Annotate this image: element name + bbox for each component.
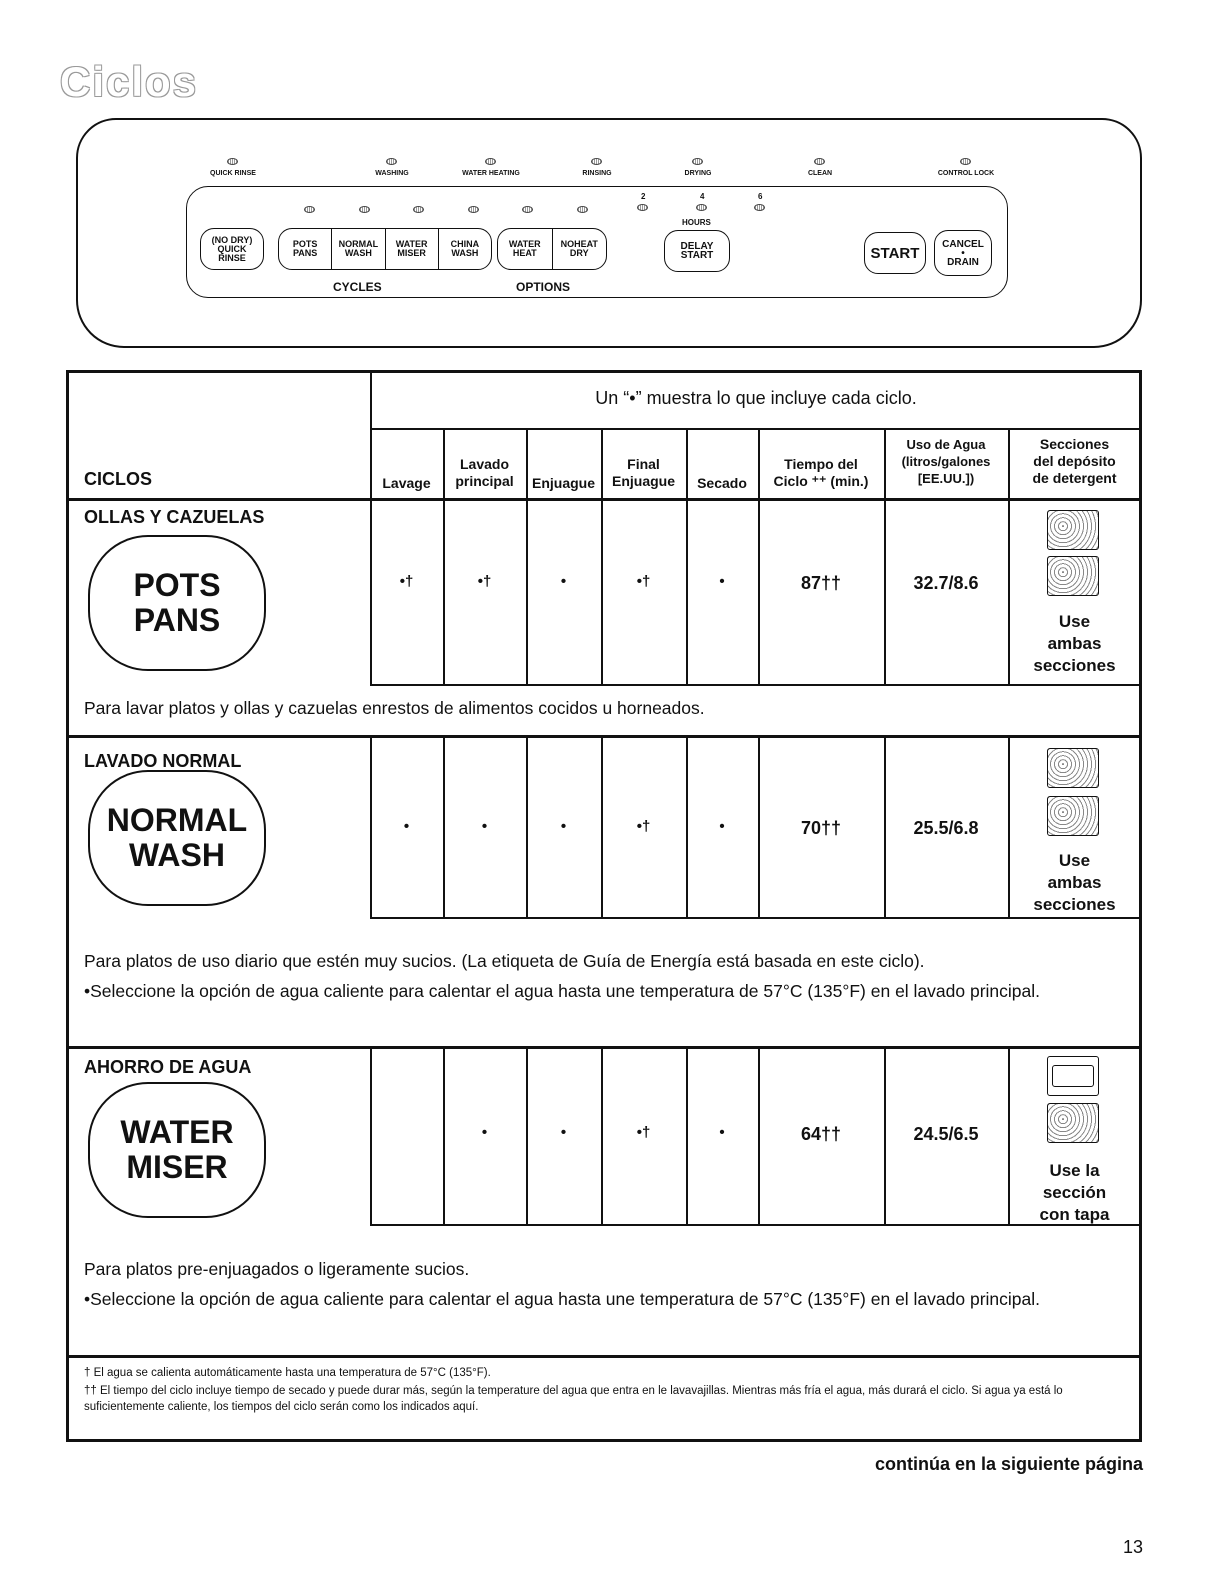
cycle-name: OLLAS Y CAZUELAS [84, 507, 265, 527]
included-mark: • [403, 818, 410, 835]
indicator-light [227, 158, 238, 165]
column-header: Secciones del depósito de detergent [1032, 436, 1117, 486]
footnote: †† El tiempo del ciclo incluye tiempo de secado y puede durar más, según la temperature del agua que entra en le lavavajillas. Mientras más fría el agua, más durará el ciclo. Si agua ya está lo suficientemente caliente, los tiempos del ciclo serán como los indicados aquí. [84, 1385, 1063, 1413]
options-group-label: OPTIONS [516, 280, 571, 294]
column-header: Uso de Agua (litros/galones [EE.UU.]) [901, 437, 991, 486]
indicator-label: QUICK RINSE [210, 170, 256, 177]
grid-col-line [370, 1048, 372, 1224]
detergent-dispenser-icon [1047, 748, 1099, 788]
row-separator [69, 735, 1139, 738]
included-mark: • [481, 818, 488, 835]
cycle-description: Para lavar platos y ollas y cazuelas enrestos de alimentos cocidos u horneados. [84, 698, 705, 718]
row-separator [69, 1046, 1139, 1049]
row-bottom-rule [370, 917, 1141, 919]
delay-start-label: DELAY START [680, 241, 714, 261]
page-number: 13 [1122, 1537, 1143, 1557]
hours-label: HOURS [682, 218, 711, 227]
start-label: START [870, 244, 920, 262]
footnote: † El agua se calienta automáticamente hasta una temperatura de 57°C (135°F). [84, 1367, 491, 1379]
grid-col-line [370, 500, 372, 684]
page-title: Ciclos [60, 58, 199, 105]
indicator-light [960, 158, 971, 165]
continues-note: continúa en la siguiente página [874, 1454, 1143, 1474]
hours-led [637, 204, 648, 211]
hours-number: 6 [758, 192, 763, 201]
detergent-dispenser-icon [1047, 1103, 1099, 1143]
header-rule [370, 428, 1141, 430]
cycle-description: Para platos de uso diario que estén muy sucios. (La etiqueta de Guía de Energía está basada en este ciclo). [84, 951, 925, 971]
option-button-label: NOHEAT DRY [552, 229, 607, 269]
grid-col-line [443, 500, 445, 684]
cycle-buttons [278, 228, 492, 270]
cycle-time: 70†† [800, 818, 842, 838]
indicator-light [386, 158, 397, 165]
cycles-group-label: CYCLES [333, 280, 382, 294]
row-separator [69, 1355, 1139, 1358]
cycle-button-label: NORMAL WASH [331, 229, 384, 269]
column-header: Enjuague [531, 475, 595, 491]
column-header: Secado [697, 475, 747, 491]
included-mark: •† [636, 573, 651, 590]
cycle-name: AHORRO DE AGUA [84, 1057, 252, 1077]
hours-number: 4 [700, 192, 705, 201]
detergent-dispenser-icon [1047, 510, 1099, 550]
cycles-header: CICLOS [84, 469, 153, 489]
indicator-light [692, 158, 703, 165]
cycle-led [522, 206, 533, 213]
delay-start-button [664, 230, 730, 272]
included-mark: • [719, 573, 725, 590]
included-mark: • [481, 1124, 488, 1141]
indicator-label: DRYING [684, 170, 712, 177]
included-mark: •† [399, 573, 414, 590]
option-button-label: WATER HEAT [508, 239, 541, 258]
included-mark: • [719, 1124, 725, 1141]
column-header: Lavado principal [455, 456, 514, 489]
dispenser-instruction: Use ambas secciones [1033, 851, 1116, 914]
indicator-label: RINSING [582, 170, 612, 177]
cycle-button-illustration: POTS PANS [88, 535, 266, 671]
column-header: Final Enjuague [611, 456, 675, 489]
cycle-description: •Seleccione la opción de agua caliente para calentar el agua hasta une temperatura de 57°C (135°F) en el lavado principal. [84, 1289, 1041, 1309]
cycle-table [66, 370, 1142, 1442]
included-mark: •† [636, 1124, 651, 1141]
included-mark: • [560, 818, 567, 835]
detergent-dispenser-icon [1047, 796, 1099, 836]
indicator-label: WASHING [375, 170, 409, 177]
cycle-led [359, 206, 370, 213]
grid-col-line [686, 500, 688, 684]
indicator-light [814, 158, 825, 165]
quick-rinse-label: (NO DRY) QUICK RINSE [211, 234, 253, 263]
grid-col-line [526, 500, 528, 684]
start-button [864, 232, 926, 274]
included-mark: • [719, 818, 725, 835]
water-usage: 25.5/6.8 [913, 818, 979, 838]
detergent-dispenser-icon [1047, 1056, 1099, 1096]
water-usage: 24.5/6.5 [913, 1124, 979, 1144]
cycle-time: 64†† [800, 1124, 842, 1144]
cycle-button-illustration: NORMAL WASH [88, 770, 266, 906]
cycle-button-label: CHINA WASH [438, 229, 491, 269]
water-usage: 32.7/8.6 [913, 573, 979, 593]
cycle-description: Para platos pre-enjuagados o ligeramente sucios. [84, 1259, 470, 1279]
hours-led [754, 204, 765, 211]
grid-col-line [601, 500, 603, 684]
option-buttons [497, 228, 607, 270]
cancel-drain-button [934, 230, 992, 276]
indicator-light [485, 158, 496, 165]
cycle-button-label: WATER MISER [385, 229, 438, 269]
hours-number: 2 [641, 192, 646, 201]
cycle-led [304, 206, 315, 213]
cycle-time: 87†† [800, 573, 842, 593]
cycle-name: LAVADO NORMAL [84, 751, 242, 771]
dispenser-instruction: Use la sección con tapa [1039, 1161, 1110, 1224]
cycle-description: •Seleccione la opción de agua caliente para calentar el agua hasta une temperatura de 57°C (135°F) en el lavado principal. [84, 981, 1041, 1001]
indicator-label: CONTROL LOCK [937, 170, 995, 177]
indicator-light [591, 158, 602, 165]
included-mark: •† [636, 818, 651, 835]
included-mark: • [560, 1124, 567, 1141]
hours-led [696, 204, 707, 211]
row-separator [69, 498, 1139, 501]
included-mark: • [560, 573, 567, 590]
indicator-label: CLEAN [807, 170, 833, 177]
cancel-drain-label: CANCEL • DRAIN [942, 238, 984, 268]
row-bottom-rule [370, 684, 1141, 686]
quick-rinse-button [200, 228, 264, 270]
cycle-led [577, 206, 588, 213]
cycle-led [413, 206, 424, 213]
included-mark: •† [477, 573, 492, 590]
cycle-led [468, 206, 479, 213]
dispenser-instruction: Use ambas secciones [1033, 612, 1116, 675]
cycle-button-illustration: WATER MISER [88, 1082, 266, 1218]
column-header: Lavage [382, 475, 431, 491]
indicator-label: WATER HEATING [462, 170, 520, 177]
column-header: Tiempo del Ciclo ⁺⁺ (min.) [773, 456, 869, 489]
detergent-dispenser-icon [1047, 556, 1099, 596]
table-caption: Un “•” muestra lo que incluye cada ciclo. [595, 388, 917, 408]
cycle-button-label: POTS PANS [292, 239, 318, 258]
